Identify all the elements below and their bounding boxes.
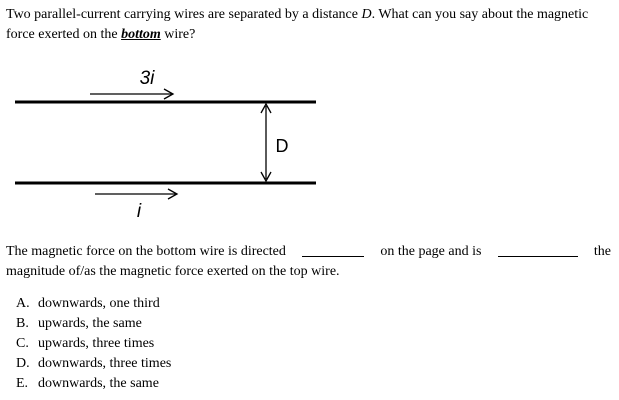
bottom-current-arrow-icon [95, 189, 177, 199]
distance-symbol: D [361, 7, 372, 22]
option-letter: A. [16, 296, 30, 311]
statement-part-1: The magnetic force on the bottom wire is directed [6, 244, 286, 259]
direction-blank [302, 242, 364, 257]
option-text: upwards, three times [38, 336, 155, 351]
option-letter: D. [16, 356, 30, 371]
question-emphasis: bottom [121, 27, 161, 42]
separation-arrow-icon [261, 104, 271, 181]
top-current-label: 3i [139, 68, 155, 89]
question-part-3: wire? [160, 27, 196, 42]
option-c[interactable] [16, 334, 171, 354]
option-letter: C. [16, 336, 29, 351]
answer-options [16, 294, 171, 394]
option-d[interactable] [16, 354, 171, 374]
wires-diagram [0, 60, 340, 230]
magnitude-blank [498, 242, 578, 257]
option-letter: B. [16, 316, 29, 331]
statement-part-4: magnitude of/as the magnetic force exerted on the top wire. [6, 264, 340, 279]
option-b[interactable] [16, 314, 171, 334]
bottom-current-label: i [136, 201, 142, 222]
option-a[interactable] [16, 294, 171, 314]
question-part-1: Two parallel-current carrying wires are separated by a distance [6, 7, 362, 22]
statement-part-3: the [593, 244, 611, 259]
top-current-arrow-icon [90, 89, 173, 99]
option-text: downwards, the same [38, 376, 159, 391]
option-text: downwards, three times [38, 356, 172, 371]
option-text: downwards, one third [38, 296, 160, 311]
statement-part-2: on the page and is [380, 244, 482, 259]
separation-label: D [275, 136, 289, 156]
question-text [6, 5, 611, 45]
option-letter: E. [16, 376, 29, 391]
fill-in-statement [6, 242, 611, 282]
option-text: upwards, the same [38, 316, 142, 331]
option-e[interactable] [16, 374, 171, 394]
question-part-2: . What can you say about the magnetic force exerted on the [6, 7, 589, 42]
